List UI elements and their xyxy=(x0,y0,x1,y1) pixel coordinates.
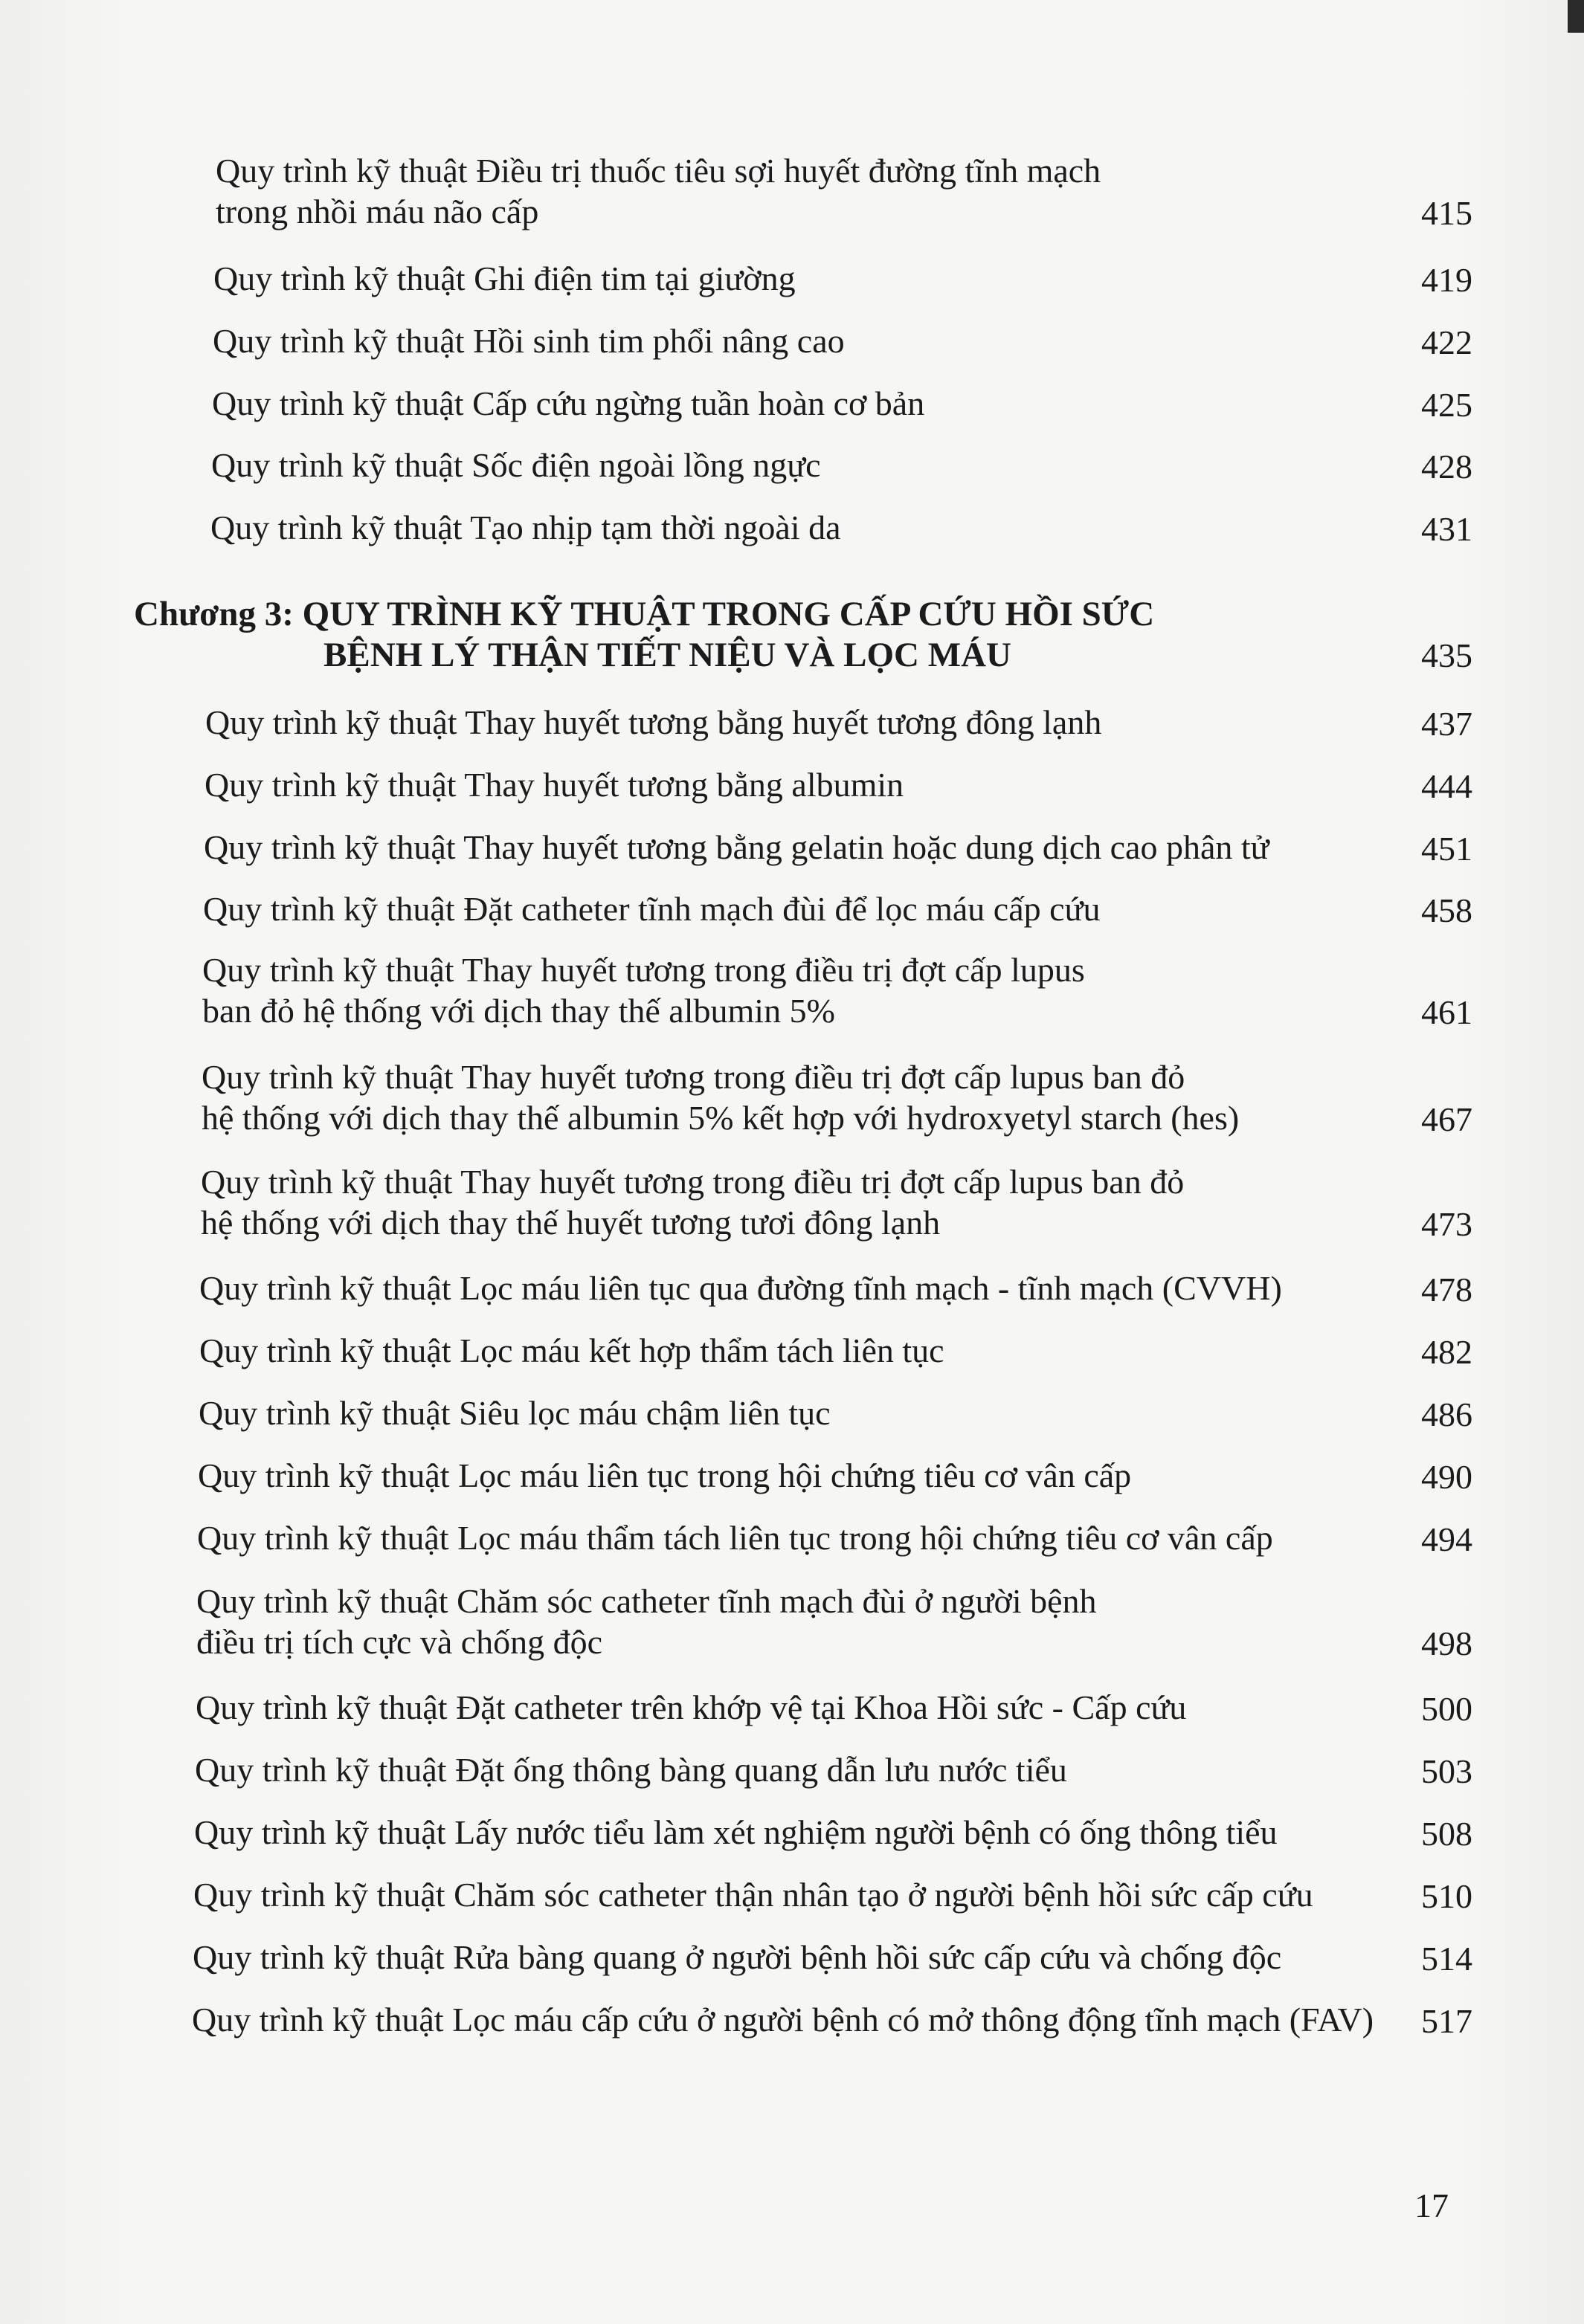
entry-page-number: 514 xyxy=(1421,1940,1472,1978)
entry-page-number: 500 xyxy=(1421,1690,1472,1728)
entry-page-number: 490 xyxy=(1421,1458,1472,1496)
entry-title-line: Quy trình kỹ thuật Lọc máu kết hợp thẩm tách liên tục xyxy=(199,1332,944,1369)
entry-title-line: Quy trình kỹ thuật Đặt catheter trên khớp vệ tại Khoa Hồi sức - Cấp cứu xyxy=(196,1688,1187,1726)
entry-page-number: 494 xyxy=(1421,1520,1472,1558)
entry-title-line: điều trị tích cực và chống độc xyxy=(196,1623,603,1661)
entry-page-number: 435 xyxy=(1421,636,1472,674)
entry-title-line: Quy trình kỹ thuật Rửa bàng quang ở người bệnh hồi sức cấp cứu và chống độc xyxy=(193,1938,1282,1976)
entry-title-line: Quy trình kỹ thuật Đặt ống thông bàng quang dẫn lưu nước tiểu xyxy=(195,1751,1067,1789)
entry-title-line: Quy trình kỹ thuật Thay huyết tương bằng albumin xyxy=(205,766,904,804)
entry-title-line: trong nhồi máu não cấp xyxy=(216,193,539,230)
entry-title-line: ban đỏ hệ thống với dịch thay thế albumin 5% xyxy=(202,992,835,1030)
entry-page-number: 444 xyxy=(1421,767,1472,805)
entry-page-number: 510 xyxy=(1421,1877,1472,1915)
entry-page-number: 486 xyxy=(1421,1395,1472,1433)
entry-page-number: 431 xyxy=(1421,510,1472,548)
entry-title-line: Quy trình kỹ thuật Lấy nước tiểu làm xét nghiệm người bệnh có ống thông tiểu xyxy=(194,1813,1278,1851)
entry-title-line: Quy trình kỹ thuật Lọc máu liên tục trong hội chứng tiêu cơ vân cấp xyxy=(198,1456,1132,1494)
page-number: 17 xyxy=(1414,2186,1449,2224)
entry-title-line: Quy trình kỹ thuật Chăm sóc catheter thận nhân tạo ở người bệnh hồi sức cấp cứu xyxy=(193,1876,1313,1914)
entry-page-number: 422 xyxy=(1421,323,1472,361)
entry-page-number: 478 xyxy=(1421,1271,1472,1308)
entry-page-number: 458 xyxy=(1421,891,1472,929)
entry-title-line: Quy trình kỹ thuật Siêu lọc máu chậm liên tục xyxy=(199,1394,831,1432)
entry-page-number: 451 xyxy=(1421,830,1472,868)
entry-page-number: 473 xyxy=(1421,1205,1472,1243)
entry-title-line: Quy trình kỹ thuật Điều trị thuốc tiêu sợi huyết đường tĩnh mạch xyxy=(216,152,1101,190)
entry-title-line: Quy trình kỹ thuật Chăm sóc catheter tĩnh mạch đùi ở người bệnh xyxy=(196,1582,1097,1620)
entry-page-number: 461 xyxy=(1421,993,1472,1031)
entry-page-number: 437 xyxy=(1421,705,1472,743)
entry-page-number: 482 xyxy=(1421,1333,1472,1371)
entry-page-number: 498 xyxy=(1421,1624,1472,1662)
entry-title-line: hệ thống với dịch thay thế huyết tương tươi đông lạnh xyxy=(201,1204,941,1242)
entry-title-line: Quy trình kỹ thuật Lọc máu cấp cứu ở người bệnh có mở thông động tĩnh mạch (FAV) xyxy=(192,2001,1374,2039)
entry-page-number: 419 xyxy=(1421,261,1472,299)
chapter-title-line: BỆNH LÝ THẬN TIẾT NIỆU VÀ LỌC MÁU xyxy=(323,636,1011,674)
entry-title-line: Quy trình kỹ thuật Thay huyết tương trong điều trị đợt cấp lupus xyxy=(202,951,1085,989)
entry-title-line: Quy trình kỹ thuật Tạo nhịp tạm thời ngoài da xyxy=(210,509,841,546)
entry-title-line: hệ thống với dịch thay thế albumin 5% kết hợp với hydroxyetyl starch (hes) xyxy=(202,1099,1240,1137)
entry-page-number: 428 xyxy=(1421,448,1472,485)
entry-title-line: Quy trình kỹ thuật Ghi điện tim tại giường xyxy=(213,259,796,297)
entry-page-number: 415 xyxy=(1421,194,1472,232)
entry-page-number: 425 xyxy=(1421,386,1472,424)
entry-title-line: Quy trình kỹ thuật Thay huyết tương trong điều trị đợt cấp lupus ban đỏ xyxy=(202,1058,1185,1096)
entry-title-line: Quy trình kỹ thuật Hồi sinh tim phổi nâng cao xyxy=(213,322,845,360)
entry-title-line: Quy trình kỹ thuật Thay huyết tương bằng huyết tương đông lạnh xyxy=(205,703,1102,741)
entry-title-line: Quy trình kỹ thuật Lọc máu thẩm tách liên tục trong hội chứng tiêu cơ vân cấp xyxy=(197,1519,1273,1557)
entry-page-number: 508 xyxy=(1421,1815,1472,1853)
entry-page-number: 517 xyxy=(1421,2002,1472,2040)
entry-title-line: Quy trình kỹ thuật Đặt catheter tĩnh mạch đùi để lọc máu cấp cứu xyxy=(203,890,1101,928)
entry-page-number: 467 xyxy=(1421,1100,1472,1138)
entry-title-line: Quy trình kỹ thuật Thay huyết tương bằng gelatin hoặc dung dịch cao phân tử xyxy=(204,828,1269,866)
entry-title-line: Quy trình kỹ thuật Cấp cứu ngừng tuần hoàn cơ bản xyxy=(212,384,925,422)
entry-title-line: Quy trình kỹ thuật Thay huyết tương trong điều trị đợt cấp lupus ban đỏ xyxy=(201,1163,1185,1201)
entry-page-number: 503 xyxy=(1421,1752,1472,1790)
entry-title-line: Quy trình kỹ thuật Lọc máu liên tục qua đường tĩnh mạch - tĩnh mạch (CVVH) xyxy=(199,1269,1282,1307)
entry-title-line: Quy trình kỹ thuật Sốc điện ngoài lồng ngực xyxy=(211,446,821,484)
chapter-title-line: Chương 3: QUY TRÌNH KỸ THUẬT TRONG CẤP CỨU HỒI SỨC xyxy=(134,595,1155,633)
